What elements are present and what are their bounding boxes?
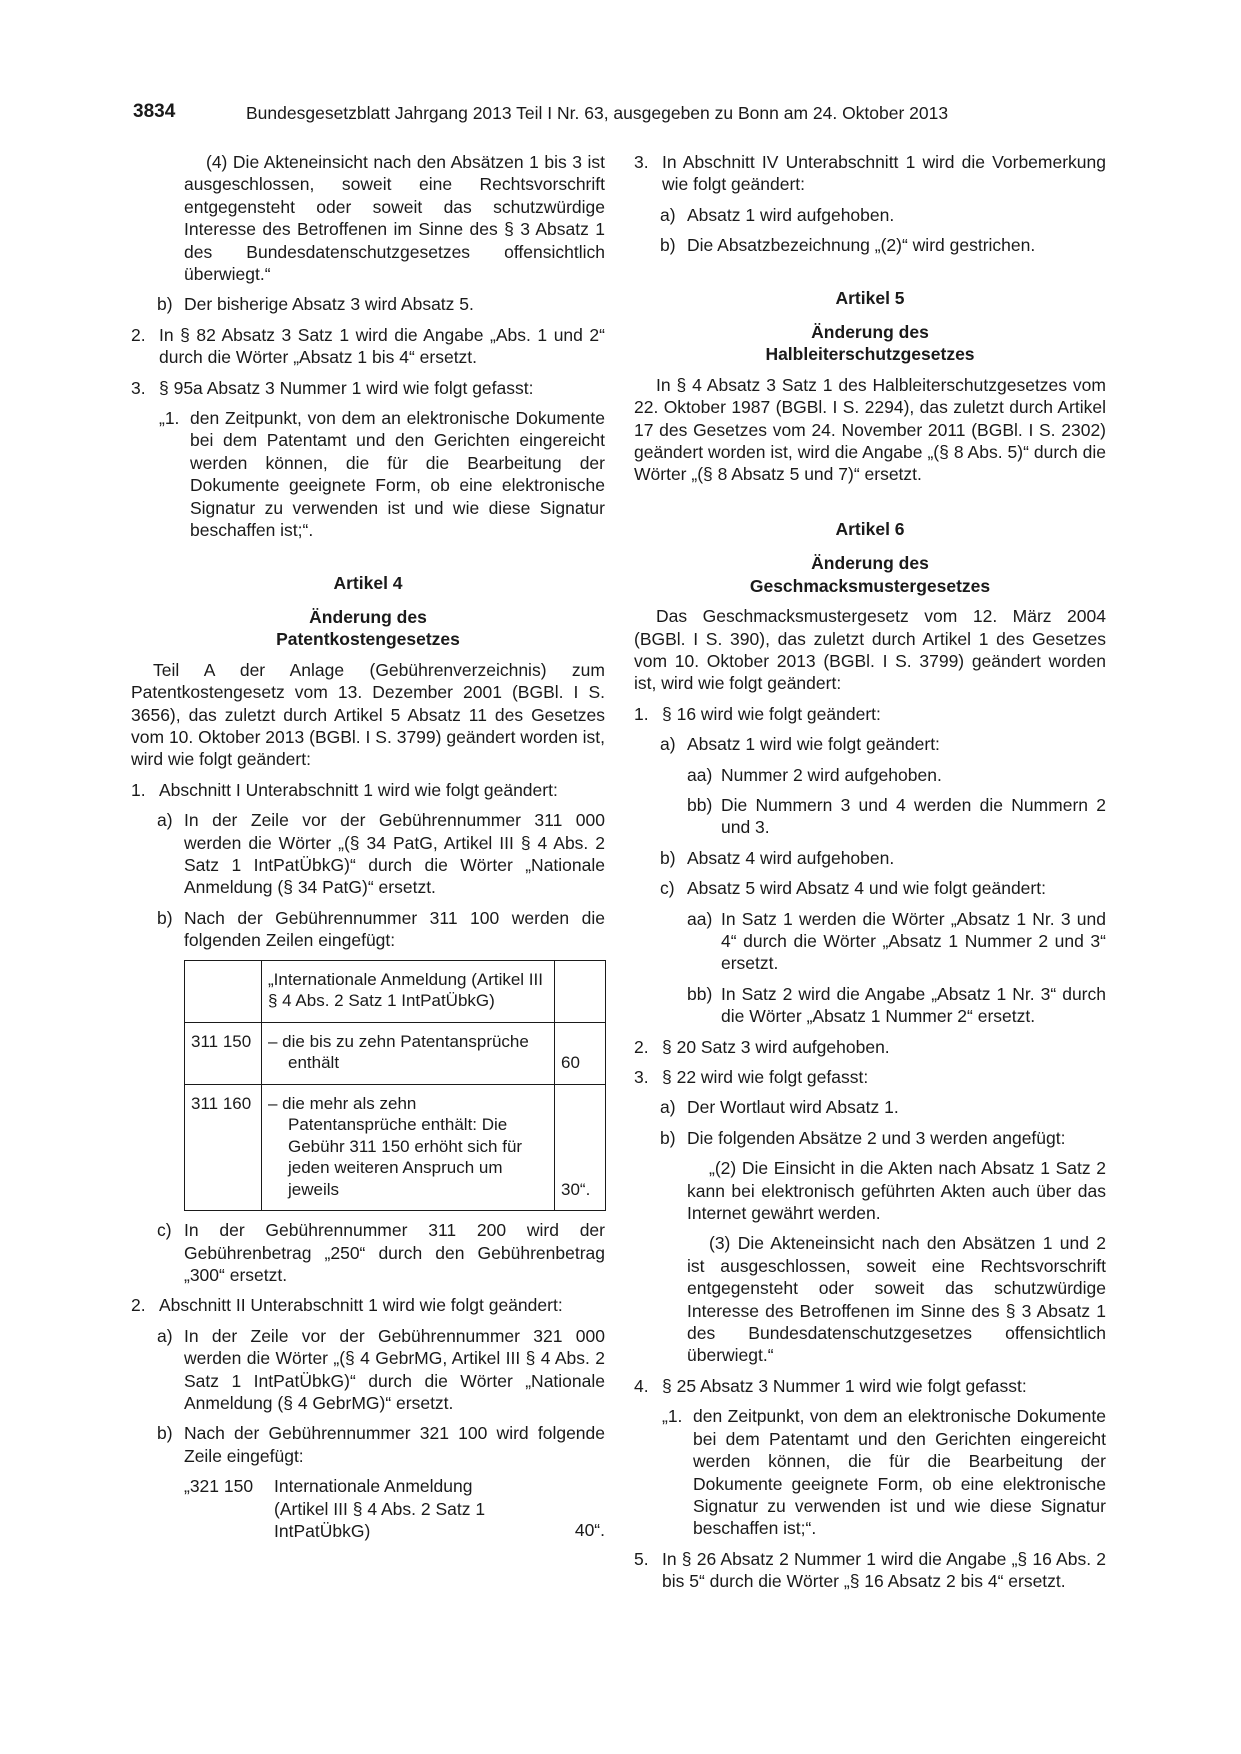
item-label: 2. [131,1295,146,1316]
list-item-3b-b [634,1127,1106,1149]
item-text: Die Nummern 3 und 4 werden die Nummern 2 und 3. [721,794,1106,838]
table-cell [185,960,262,1022]
article-5-text: In § 4 Absatz 3 Satz 1 des Halbleiterschutzgesetzes vom 22. Oktober 1987 (BGBl. I S. 2294), das zuletzt durch Artikel 17 des Gesetzes vom 24. November 2011 (BGBl. I S. 2302) geändert worden ist, wird die Angabe „(§ 8 Abs. 5)“ durch die Wörter „(§ 8 Absatz 5 und 7)“ ersetzt. [634,374,1106,485]
article-6-heading [634,518,1106,597]
quoted-paragraph-3: (3) Die Akteneinsicht nach den Absätzen 1 und 2 ist ausgeschlossen, soweit eine Rechtsvorschrift entgegensteht oder soweit das schutzwürdige Interesse des Betroffenen im Sinne des § 3 Absatz 1 des Bundesdatenschutzgesetzes offensichtlich überwiegt.“ [687,1233,1106,1366]
article-4-intro: Teil A der Anlage (Gebührenverzeichnis) zum Patentkostengesetz vom 13. Dezember 2001 (BGBl. I S. 3656), das zuletzt durch Artikel 5 Absatz 11 des Gesetzes vom 10. Oktober 2013 (BGBl. I S. 3799) geändert worden ist, wird wie folgt geändert: [131,659,605,770]
table-row [185,1084,606,1211]
table-cell: 30“. [555,1084,606,1211]
item-label: b) [660,847,676,868]
item-text: Nach der Gebührennummer 321 100 wird folgende Zeile eingefügt: [184,1423,605,1466]
item-text: § 25 Absatz 3 Nummer 1 wird wie folgt gefasst: [662,1375,1027,1396]
article-title: Patentkostengesetzes [276,629,460,650]
item-text: Absatz 1 wird wie folgt geändert: [687,734,940,755]
item-label: 1. [634,703,649,724]
fee-table [184,960,606,1212]
list-item-2 [634,1036,1106,1058]
quoted-item-1 [634,1405,1106,1539]
item-label: 3. [634,1067,649,1087]
item-text: In der Zeile vor der Gebührennummer 321 000 werden die Wörter „(§ 4 GebrMG, Artikel III § 4 Abs. 2 Satz 1 IntPatÜbkG)“ durch die Wörter „Nationale Anmeldung (§ 4 GebrMG)“ ersetzt. [184,1325,605,1413]
list-item-3b [634,234,1106,256]
list-item-1b [634,847,1106,869]
list-item-1a [634,733,1106,755]
article-title: Geschmacksmustergesetzes [749,575,991,596]
item-text: § 22 wird wie folgt gefasst: [662,1067,869,1087]
quoted-item-1 [131,407,605,541]
item-label: 3. [131,377,146,398]
item-label: „1. [159,408,180,429]
article-number: Artikel 4 [333,572,403,593]
item-text: Absatz 4 wird aufgehoben. [687,847,895,868]
article-title: Änderung des [811,322,929,343]
article-4-heading [131,572,605,651]
article-6-intro: Das Geschmacksmustergesetz vom 12. März 2004 (BGBl. I S. 390), das zuletzt durch Artikel 1 des Gesetzes vom 10. Oktober 2013 (BGBl. I S. 3799) geändert worden ist, wird wie folgt geändert: [634,606,1106,694]
list-item-4 [634,1375,1106,1397]
list-item-3a-b [634,1096,1106,1118]
item-text: In Abschnitt IV Unterabschnitt 1 wird die Vorbemerkung wie folgt geändert: [662,152,1106,195]
article-title: Halbleiterschutzgesetzes [765,344,975,365]
item-text: Nummer 2 wird aufgehoben. [721,764,942,785]
right-column [634,151,1106,1593]
fee-number: „321 150 [184,1476,254,1497]
item-label: b) [660,1127,676,1148]
list-item-1a-bb [634,794,1106,839]
fee-line [184,1475,605,1541]
item-label: 1. [131,779,146,800]
item-text: In Satz 2 wird die Angabe „Absatz 1 Nr. 3“ durch die Wörter „Absatz 1 Nummer 2“ ersetzt. [721,983,1106,1027]
list-item-3 [131,377,605,399]
list-item-5 [634,1548,1106,1593]
item-label: bb) [687,794,713,815]
list-item-1b [131,907,605,952]
item-label: aa) [687,764,713,785]
item-text: Abschnitt I Unterabschnitt 1 wird wie folgt geändert: [159,779,558,800]
list-item-1 [131,779,605,801]
item-text: Der bisherige Absatz 3 wird Absatz 5. [184,294,474,315]
list-item-1 [634,703,1106,725]
item-label: b) [660,235,676,256]
list-item-2a [131,1325,605,1415]
page-number: 3834 [133,101,176,122]
table-cell [262,1084,555,1211]
item-label: 4. [634,1375,649,1396]
running-head: Bundesgesetzblatt Jahrgang 2013 Teil I Nr. 63, ausgegeben zu Bonn am 24. Oktober 2013 [246,103,949,123]
item-label: b) [157,294,173,315]
item-label: a) [157,1325,173,1346]
article-number: Artikel 5 [835,287,905,308]
item-text: Absatz 5 wird Absatz 4 und wie folgt geändert: [687,878,1046,899]
item-text: In Satz 1 werden die Wörter „Absatz 1 Nr. 3 und 4“ durch die Wörter „Absatz 1 Nummer 2 und 3“ ersetzt. [721,908,1106,974]
fee-description: Internationale Anmeldung (Artikel III § 4 Abs. 2 Satz 1 IntPatÜbkG) [274,1476,486,1541]
item-text: In § 82 Absatz 3 Satz 1 wird die Angabe „Abs. 1 und 2“ durch die Wörter „Absatz 1 bis 4“ ersetzt. [159,324,605,368]
item-text: den Zeitpunkt, von dem an elektronische Dokumente bei dem Patentamt und den Gerichten eingereicht werden können, die für die Bearbeitung der Dokumente geeignete Form, ob eine elektronische Signatur zu verwenden ist und wie diese Signatur beschaffen ist;“. [190,408,605,541]
list-item-1a [131,809,605,899]
table-cell [555,960,606,1022]
item-label: 5. [634,1548,649,1569]
left-column [131,151,605,1541]
fee-description: – die bis zu zehn Patentansprüche enthält [268,1031,529,1073]
item-label: b) [157,907,173,928]
item-text: In § 26 Absatz 2 Nummer 1 wird die Angabe „§ 16 Abs. 2 bis 5“ durch die Wörter „§ 16 Absatz 2 bis 4“ ersetzt. [662,1548,1106,1592]
list-item-1a-aa [634,764,1106,786]
item-label: a) [660,734,676,755]
item-label: 3. [634,152,649,172]
list-item-1c [131,1219,605,1286]
table-cell: 311 150 [185,1022,262,1084]
item-label: b) [157,1423,173,1444]
item-label: c) [660,878,675,899]
table-cell: 311 160 [185,1084,262,1211]
list-item-b [131,293,605,315]
table-cell: „Internationale Anmeldung (Artikel III § 4 Abs. 2 Satz 1 IntPatÜbkG) [262,960,555,1022]
item-text: Die Absatzbezeichnung „(2)“ wird gestrichen. [687,235,1036,256]
fee-description: – die mehr als zehn Patentansprüche enthält: Die Gebühr 311 150 erhöht sich für jeden weiteren Anspruch um jeweils [268,1093,523,1199]
item-text: § 95a Absatz 3 Nummer 1 wird wie folgt gefasst: [159,377,534,398]
list-item-3a [634,204,1106,226]
fee-amount: 40“. [574,1519,605,1540]
item-label: c) [157,1220,172,1241]
item-text: Die folgenden Absätze 2 und 3 werden angefügt: [687,1127,1066,1148]
list-item-2 [131,324,605,369]
item-text: Der Wortlaut wird Absatz 1. [687,1097,899,1118]
paragraph-4: (4) Die Akteneinsicht nach den Absätzen 1 bis 3 ist ausgeschlossen, soweit eine Rechtsvorschrift entgegensteht oder soweit das schutzwürdige Interesse des Betroffenen im Sinne des § 3 Absatz 1 des Bundesdatenschutzgesetzes offensichtlich überwiegt.“ [184,152,605,285]
list-item-1c [634,877,1106,899]
item-text: Absatz 1 wird aufgehoben. [687,204,895,225]
table-cell [262,1022,555,1084]
list-item-2b [131,1294,605,1316]
item-text: § 16 wird wie folgt geändert: [662,703,881,724]
item-label: a) [660,1097,676,1118]
table-row [185,1022,606,1084]
article-number: Artikel 6 [835,518,905,539]
item-label: 2. [634,1036,649,1057]
table-cell: 60 [555,1022,606,1084]
item-text: § 20 Satz 3 wird aufgehoben. [662,1036,890,1057]
item-label: a) [660,204,676,225]
list-item-1c-aa [634,908,1106,975]
item-label: bb) [687,983,713,1004]
item-label: a) [157,810,173,831]
item-label: „1. [662,1406,683,1427]
item-label: aa) [687,908,713,929]
article-5-heading [634,287,1106,366]
list-item-3b [634,1066,1106,1088]
item-text: In der Zeile vor der Gebührennummer 311 000 werden die Wörter „(§ 34 PatG, Artikel III § 4 Abs. 2 Satz 1 IntPatÜbkG)“ durch die Wörter „Nationale Anmeldung (§ 34 PatG)“ ersetzt. [184,810,605,898]
article-title: Änderung des [309,606,427,627]
list-item-2bb [131,1422,605,1467]
item-label: 2. [131,324,146,345]
list-item-1c-bb [634,983,1106,1028]
item-text: Nach der Gebührennummer 311 100 werden die folgenden Zeilen eingefügt: [184,907,605,951]
list-item-3 [634,151,1106,196]
item-text: In der Gebührennummer 311 200 wird der Gebührenbetrag „250“ durch den Gebührenbetrag „300“ ersetzt. [184,1220,605,1285]
item-text: den Zeitpunkt, von dem an elektronische Dokumente bei dem Patentamt und den Gerichten eingereicht werden können, die für die Bearbeitung der Dokumente geeignete Form, ob eine elektronische Signatur zu verwenden ist und wie diese Signatur beschaffen ist;“. [693,1406,1106,1539]
quoted-paragraph-2: „(2) Die Einsicht in die Akten nach Absatz 1 Satz 2 kann bei elektronisch geführten Akten auch über das Internet gewährt werden. [687,1158,1106,1224]
item-text: Abschnitt II Unterabschnitt 1 wird wie folgt geändert: [159,1295,563,1316]
article-title: Änderung des [811,553,929,574]
table-row [185,960,606,1022]
